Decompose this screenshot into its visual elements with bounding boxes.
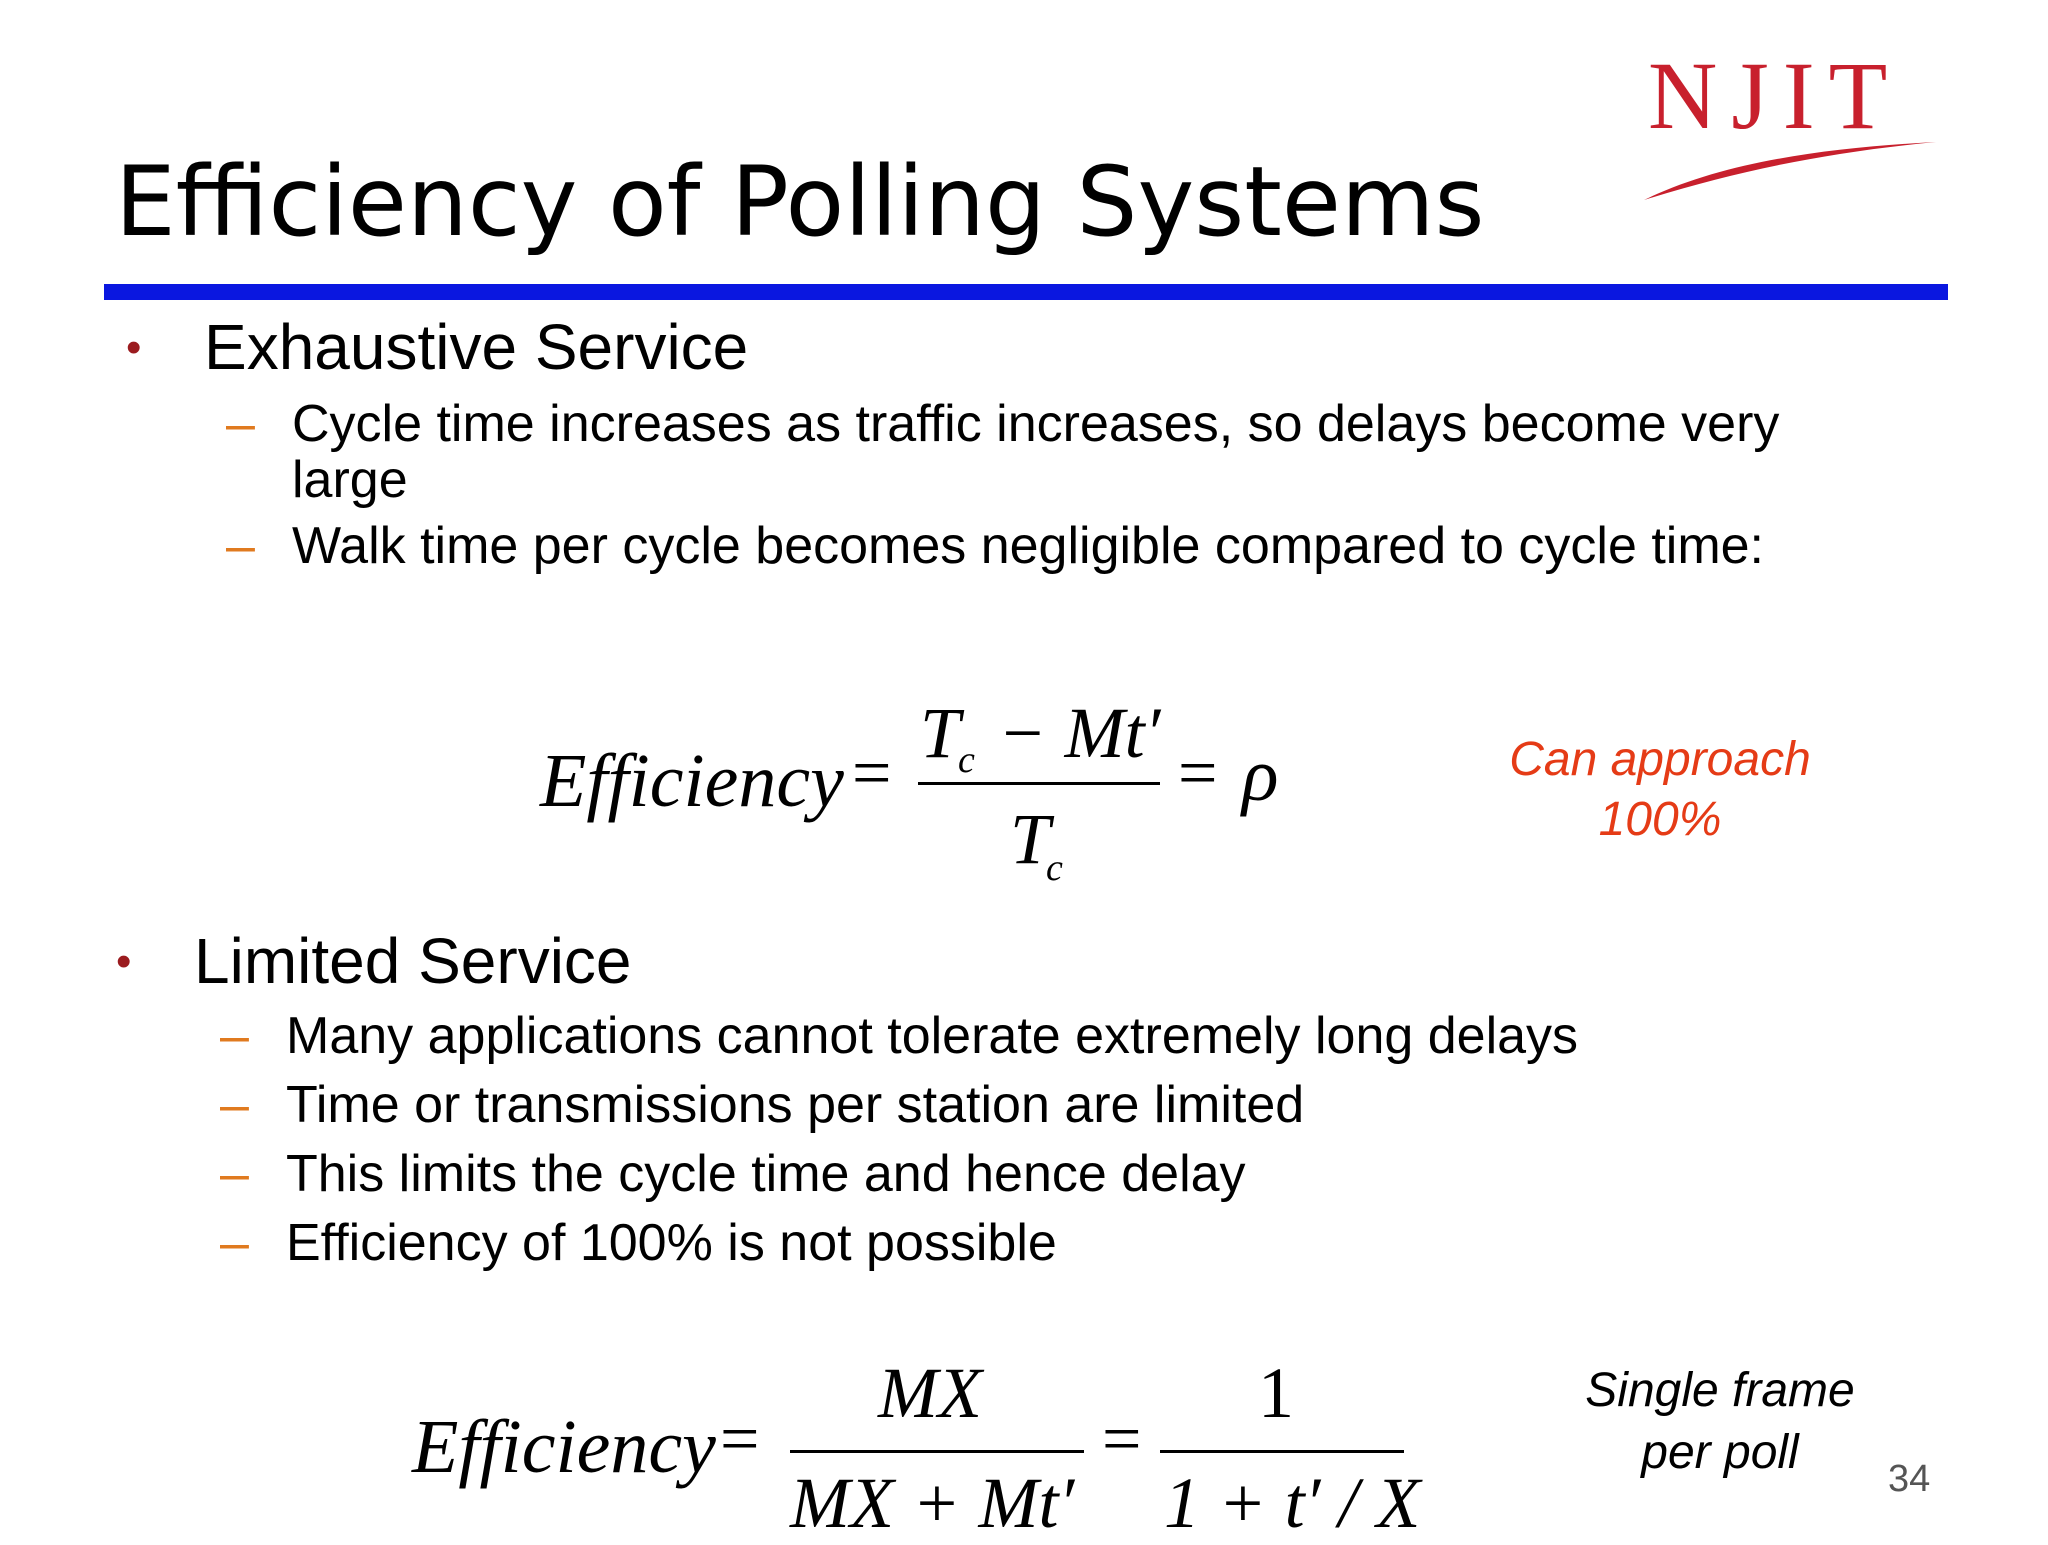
bullet-icon: • xyxy=(126,323,142,372)
list-item-text: Time or transmissions per station are limited xyxy=(286,1076,1305,1134)
bullet-icon: • xyxy=(116,937,132,986)
title-rule xyxy=(104,284,1948,300)
eq-num-rest: − Mt′ xyxy=(998,693,1161,773)
note-limited xyxy=(1560,1360,1880,1485)
eq-lhs: Efficiency xyxy=(540,739,844,823)
list-item-text: Efficiency of 100% is not possible xyxy=(286,1214,1057,1272)
dash-icon: – xyxy=(226,517,255,575)
list-item-text: Walk time per cycle becomes negligible compared to cycle time: xyxy=(292,517,1764,575)
section-heading: Exhaustive Service xyxy=(204,311,749,383)
list-item-text: This limits the cycle time and hence delay xyxy=(286,1145,1246,1203)
eq-num-T: T xyxy=(920,693,961,773)
logo-swoosh-icon xyxy=(1640,108,1940,208)
eq-equals-2: = xyxy=(1178,735,1218,812)
list-item-text: Cycle time increases as traffic increases, so delays become very large xyxy=(292,395,1780,510)
dash-icon: – xyxy=(220,1007,249,1065)
dash-icon: – xyxy=(220,1214,249,1272)
eq-rho: ρ xyxy=(1242,733,1279,817)
eq-equals: = xyxy=(852,735,892,812)
logo-text: NJIT xyxy=(1648,42,1902,149)
dash-icon: – xyxy=(220,1076,249,1134)
note-exhaustive xyxy=(1470,730,1850,850)
eq-lhs: Efficiency xyxy=(412,1405,716,1489)
note-line2: per poll xyxy=(1641,1426,1799,1480)
note-line2: 100% xyxy=(1598,793,1722,846)
note-line1: Single frame xyxy=(1585,1364,1855,1417)
eq-num1: MX xyxy=(878,1353,982,1433)
njit-logo xyxy=(1640,42,1940,208)
eq-num-sub: c xyxy=(958,739,975,781)
eq-fraction-bar-2 xyxy=(1160,1450,1404,1453)
equation-limited xyxy=(412,1350,1442,1543)
list-item-text: Many applications cannot tolerate extremely long delays xyxy=(286,1007,1579,1065)
dash-icon: – xyxy=(220,1145,249,1203)
dash-icon: – xyxy=(226,395,255,453)
eq-den-sub: c xyxy=(1046,847,1063,889)
eq-fraction-bar xyxy=(790,1450,1084,1453)
slide-title: Efficiency of Polling Systems xyxy=(115,146,1485,258)
eq-den-T: T xyxy=(1010,799,1051,879)
eq-num2: 1 xyxy=(1258,1353,1294,1433)
eq-equals-2: = xyxy=(1102,1401,1142,1478)
note-line1: Can approach xyxy=(1509,733,1811,786)
equation-exhaustive xyxy=(540,690,1340,890)
eq-den2: 1 + t′ / X xyxy=(1164,1463,1421,1543)
eq-fraction-bar xyxy=(918,782,1160,785)
section-heading: Limited Service xyxy=(194,925,632,997)
eq-equals: = xyxy=(720,1401,760,1478)
page-number: 34 xyxy=(1888,1458,1931,1500)
eq-den1: MX + Mt′ xyxy=(790,1463,1075,1543)
